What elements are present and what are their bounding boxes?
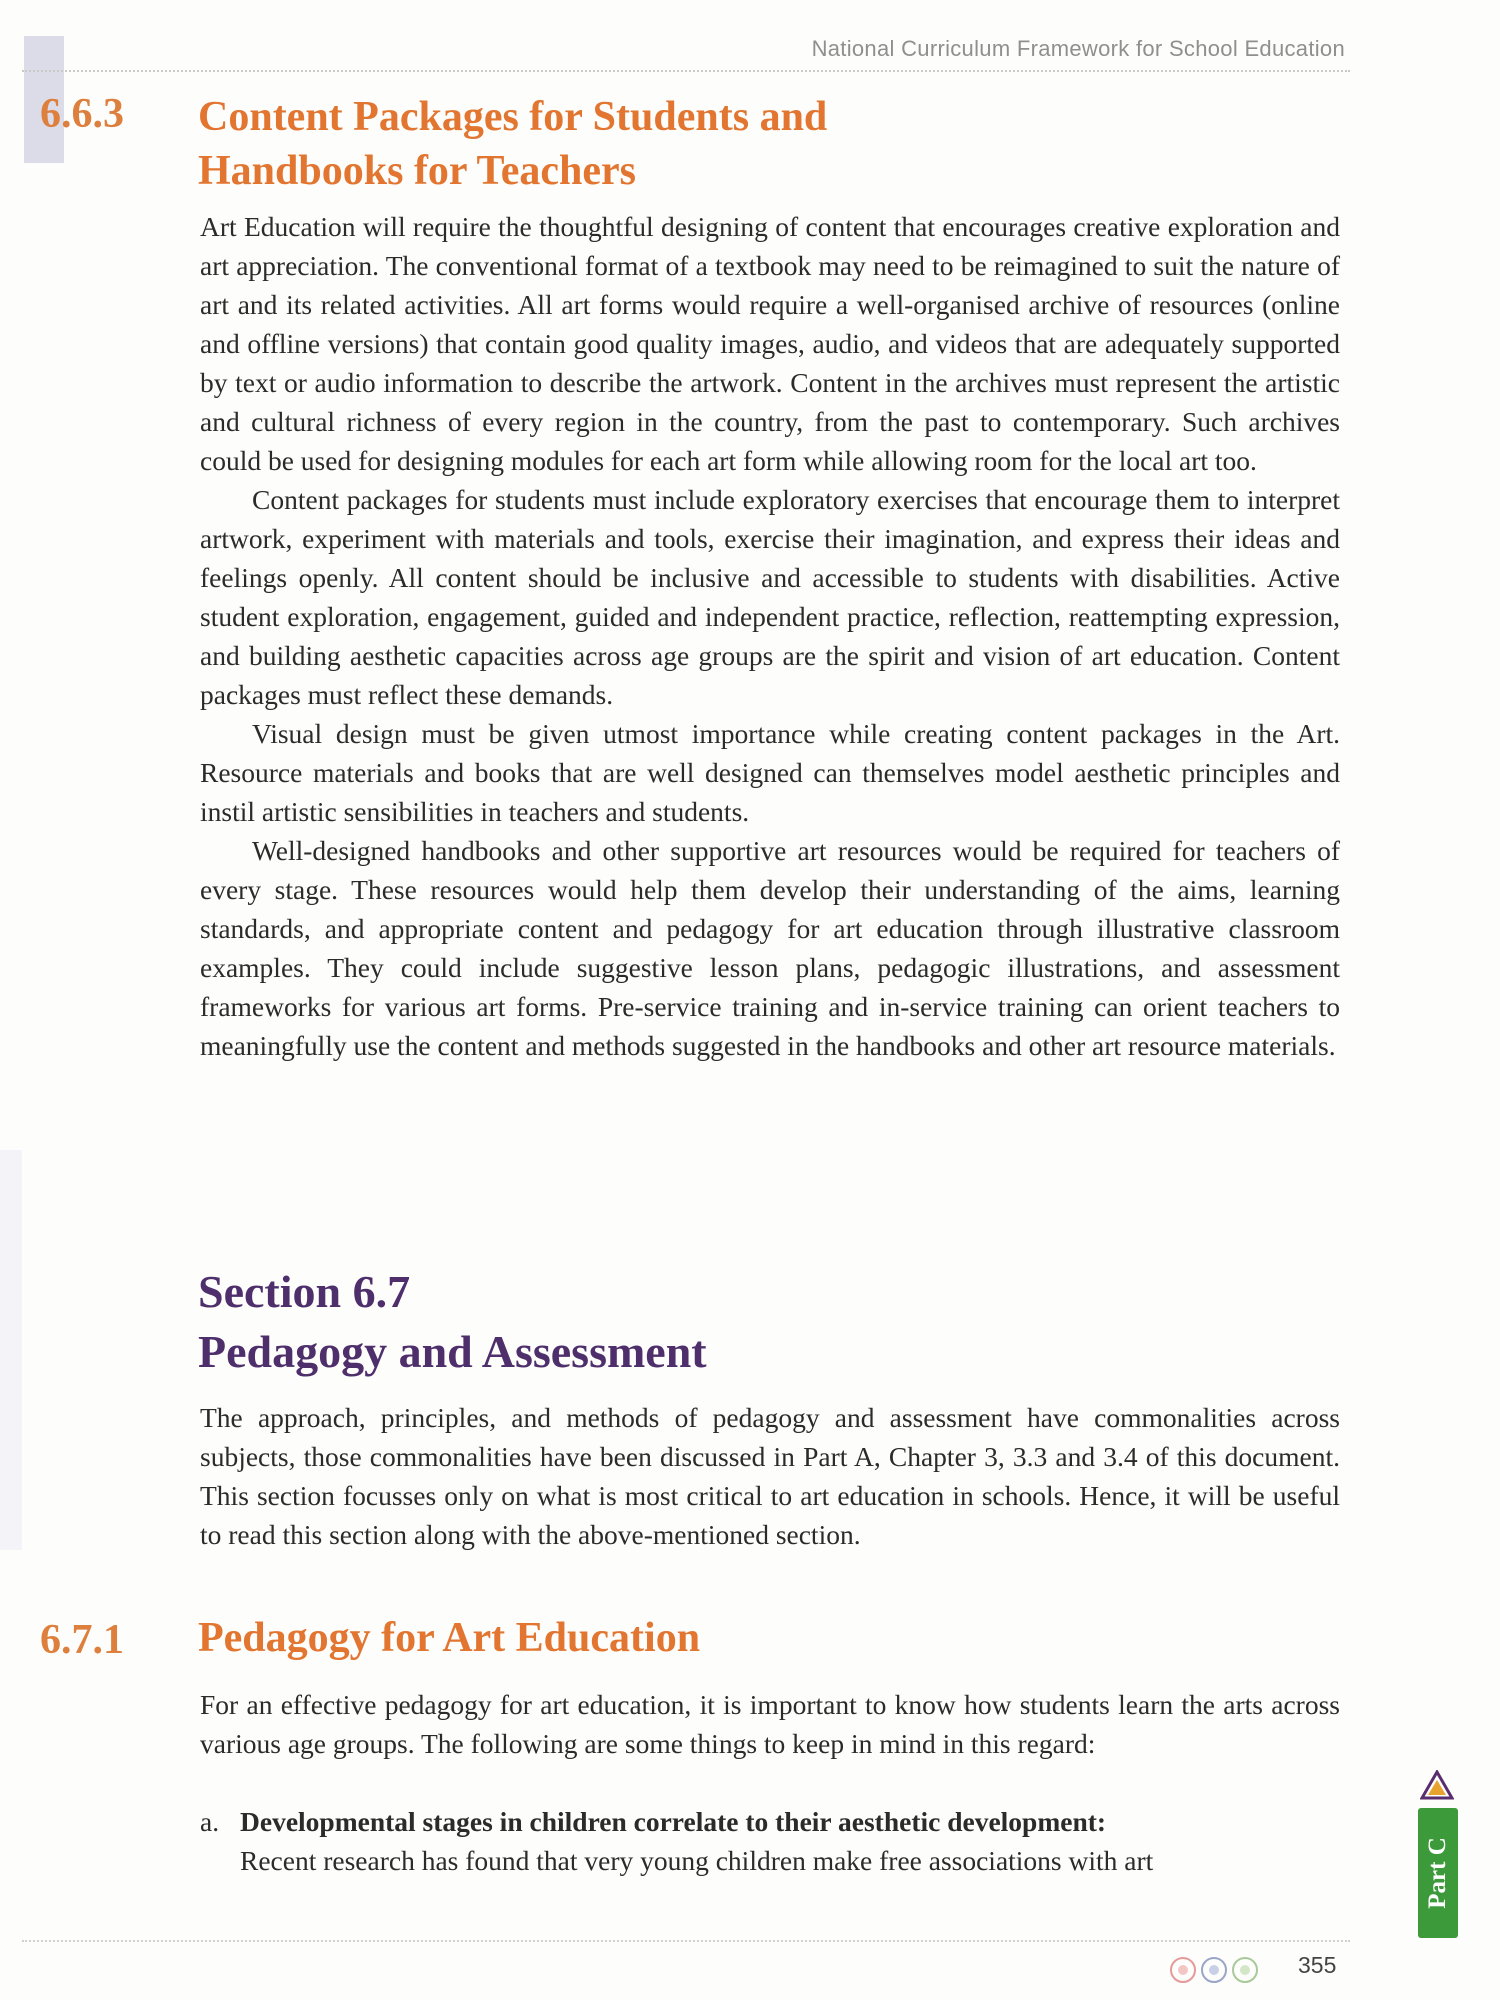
part-c-label: Part C	[1424, 1837, 1451, 1909]
section-title-6-7-1: Pedagogy for Art Education	[198, 1615, 701, 1661]
paragraph: Art Education will require the thoughtful designing of content that encourages creative exploration and art appreciation. The conventional format of a textbook may need to be reimagined to suit the nature of art and its related activities. All art forms would require a well-organised archive of resources (online and offline versions) that contain good quality images, audio, and videos that are adequately supported by text or audio information to describe the artwork. Content in the archives must represent the artistic and cultural richness of every region in the country, from the past to contemporary. Such archives could be used for designing modules for each art form while allowing room for the local art too.	[200, 211, 1340, 476]
section-title-6-6-3	[198, 90, 1198, 198]
side-strip-decoration	[0, 1150, 22, 1550]
paragraph: Visual design must be given utmost importance while creating content packages in the Art. Resource materials and books that are well designed can themselves model aesthetic principles and instil artistic sensibilities in teachers and students.	[200, 718, 1340, 827]
section-title-line-1: Content Packages for Students and	[198, 94, 828, 140]
section-number-6-7-1: 6.7.1	[40, 1617, 124, 1663]
footer-circles-icon	[1168, 1953, 1260, 1987]
list-item-lead: Developmental stages in children correlate to their aesthetic development:	[240, 1806, 1107, 1837]
list-item-text	[240, 1802, 1340, 1880]
header-rule	[22, 70, 1350, 72]
section-6-7-body	[200, 1398, 1340, 1554]
section-number-6-6-3: 6.6.3	[40, 91, 124, 137]
list-item-body: Recent research has found that very young children make free associations with art	[240, 1845, 1154, 1876]
paragraph: Well-designed handbooks and other supportive art resources would be required for teachers of every stage. These resources would help them develop their understanding of the aims, learning standards, and appropriate content and pedagogy for art education through illustrative classroom examples. They could include suggestive lesson plans, pedagogic illustrations, and assessment frameworks for various art forms. Pre-service training and in-service training can orient teachers to meaningfully use the content and methods suggested in the handbooks and other art resource materials.	[200, 835, 1340, 1061]
section-title-line-2: Handbooks for Teachers	[198, 148, 636, 194]
section-6-6-3-body	[200, 207, 1340, 1065]
running-header: National Curriculum Framework for School Education	[811, 36, 1345, 61]
paragraph: For an effective pedagogy for art education, it is important to know how students learn the arts across various age groups. The following are some things to keep in mind in this regard:	[200, 1689, 1340, 1759]
footer-rule	[22, 1940, 1350, 1942]
section-title-6-7: Pedagogy and Assessment	[198, 1326, 707, 1377]
triangle-icon	[1420, 1770, 1454, 1800]
part-c-tab	[1418, 1808, 1458, 1938]
section-6-7-1-body	[200, 1685, 1340, 1763]
list-marker: a.	[200, 1806, 220, 1837]
paragraph: The approach, principles, and methods of pedagogy and assessment have commonalities across subjects, those commonalities have been discussed in Part A, Chapter 3, 3.3 and 3.4 of this document. This section focusses only on what is most critical to art education in schools. Hence, it will be useful to read this section along with the above-mentioned section.	[200, 1402, 1340, 1550]
list-item	[200, 1802, 1340, 1880]
paragraph: Content packages for students must include exploratory exercises that encourage them to interpret artwork, experiment with materials and tools, exercise their imagination, and express their ideas and feelings openly. All content should be inclusive and accessible to students with disabilities. Active student exploration, engagement, guided and independent practice, reflection, reattempting expression, and building aesthetic capacities across age groups are the spirit and vision of art education. Content packages must reflect these demands.	[200, 484, 1340, 710]
section-label-6-7: Section 6.7	[198, 1266, 411, 1317]
page-number: 355	[1298, 1952, 1337, 1978]
